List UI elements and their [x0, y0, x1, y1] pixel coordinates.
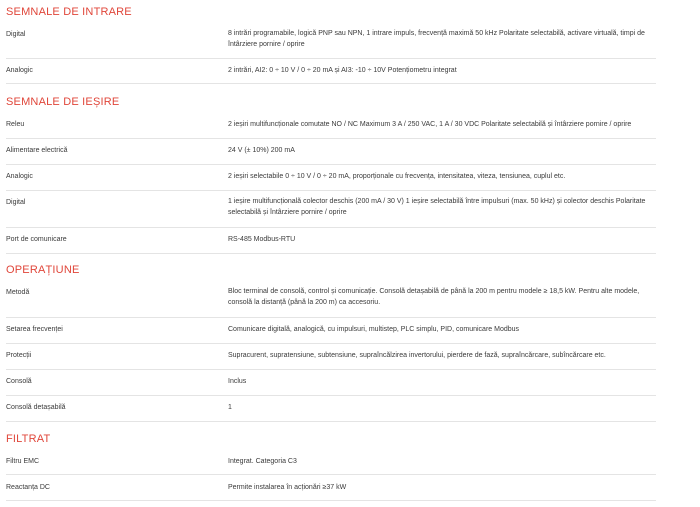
table-row	[6, 370, 656, 396]
table-row	[6, 449, 656, 475]
section-title-inputs: SEMNALE DE INTRARE	[6, 6, 132, 18]
row-label: Digital	[6, 199, 26, 206]
row-value: 1	[228, 404, 232, 411]
table-row	[6, 475, 656, 501]
row-label: Consolă	[6, 378, 32, 385]
row-label: Setarea frecvenței	[6, 326, 63, 333]
table-row	[6, 318, 656, 344]
row-value: Supracurent, supratensiune, subtensiune, supraîncălzirea invertorului, pierdere de fază, supraîncărcare, subîncărcare etc.	[228, 352, 606, 359]
row-label: Reactanța DC	[6, 484, 50, 491]
section-title-operation: OPERAȚIUNE	[6, 264, 80, 276]
row-value: 2 intrări, AI2: 0 ÷ 10 V / 0 ÷ 20 mA și AI3: -10 ÷ 10V Potențiometru integrat	[228, 67, 457, 74]
row-value: 8 intrări programabile, logică PNP sau NPN, 1 intrare impuls, frecvență maximă 50 kHz Polaritate selectabilă, activare virtuală, timpi de întârziere pornire / oprire	[228, 30, 645, 48]
table-row	[6, 228, 656, 254]
table-row	[6, 280, 656, 318]
row-value: Permite instalarea în acționări ≥37 kW	[228, 484, 347, 491]
row-label: Releu	[6, 121, 25, 128]
table-row	[6, 139, 656, 165]
row-label: Metodă	[6, 289, 30, 296]
row-label: Analogic	[6, 173, 33, 180]
row-value: Inclus	[228, 378, 247, 385]
table-row	[6, 113, 656, 139]
row-label: Port de comunicare	[6, 236, 67, 243]
section-title-outputs: SEMNALE DE IEȘIRE	[6, 96, 120, 108]
row-label: Analogic	[6, 67, 33, 74]
row-value: RS-485 Modbus-RTU	[228, 236, 296, 243]
table-row	[6, 344, 656, 370]
table-row	[6, 165, 656, 191]
row-label: Filtru EMC	[6, 458, 40, 465]
row-value: Bloc terminal de consolă, control și comunicație. Consolă detașabilă de până la 200 m pentru modele ≥ 18,5 kW. Pentru alte modele, consolă la distanță (până la 200 m) ca accesoriu.	[228, 288, 640, 306]
section-title-filter: FILTRAT	[6, 433, 51, 445]
row-value: 1 ieșire multifuncțională colector deschis (200 mA / 30 V) 1 ieșire selectabilă între impulsuri (max. 50 kHz) și colector deschis Polaritate selectabilă și întârziere pornire / oprire	[228, 198, 646, 216]
table-row	[6, 59, 656, 84]
row-value: Comunicare digitală, analogică, cu impulsuri, multistep, PLC simplu, PID, comunicare Modbus	[228, 326, 520, 333]
row-label: Protecții	[6, 352, 32, 359]
table-row	[6, 23, 656, 59]
row-label: Consolă detașabilă	[6, 404, 66, 411]
row-label: Digital	[6, 31, 26, 38]
table-row	[6, 396, 656, 422]
row-value: 2 ieșiri selectabile 0 ÷ 10 V / 0 ÷ 20 mA, proporționale cu frecvența, intensitatea, viteza, tensiunea, cuplul etc.	[228, 173, 566, 180]
row-value: Integrat. Categoria C3	[228, 458, 297, 465]
row-label: Alimentare electrică	[6, 147, 68, 154]
row-value: 2 ieșiri multifuncționale comutate NO / NC Maximum 3 A / 250 VAC, 1 A / 30 VDC Polaritate selectabilă și întârziere pornire / oprire	[228, 121, 632, 128]
row-value: 24 V (± 10%) 200 mA	[228, 147, 295, 154]
table-row	[6, 191, 656, 228]
